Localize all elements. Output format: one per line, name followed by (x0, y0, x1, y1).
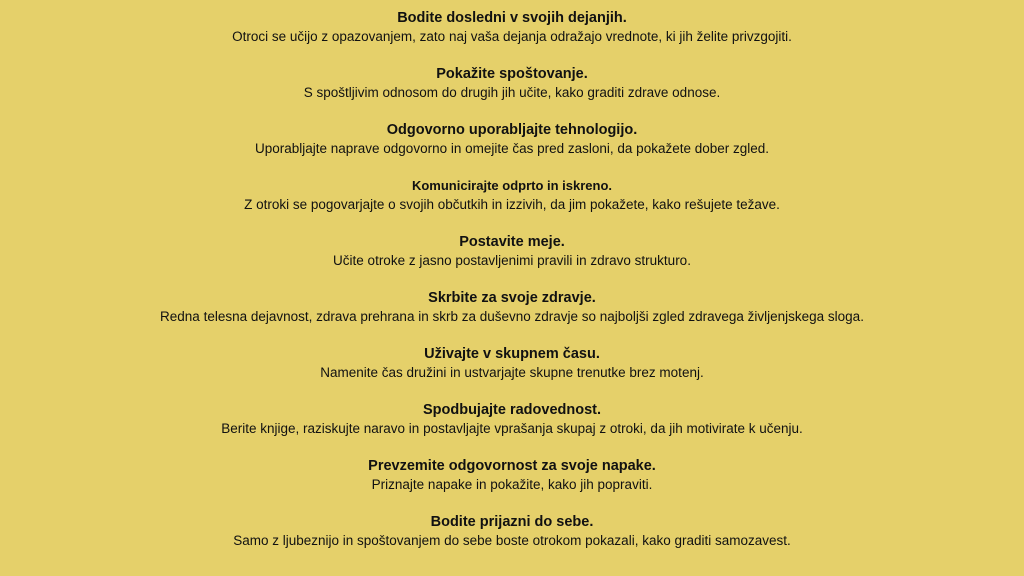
tip-title: Bodite prijazni do sebe. (430, 514, 594, 530)
tip-title: Skrbite za svoje zdravje. (428, 290, 596, 306)
tip-title: Komunicirajte odprto in iskreno. (411, 178, 613, 193)
tip-title: Pokažite spoštovanje. (436, 66, 588, 82)
tip-text: Berite knjige, raziskujte naravo in postavljajte vprašanja skupaj z otroki, da jih motivirate k učenju. (221, 421, 803, 436)
tip-item-self-kindness (0, 513, 1024, 550)
tip-item-respect (0, 65, 1024, 102)
tip-text: Otroci se učijo z opazovanjem, zato naj vaša dejanja odražajo vrednote, ki jih želite privzgojiti. (232, 29, 792, 44)
tip-text: Učite otroke z jasno postavljenimi pravili in zdravo strukturo. (333, 253, 691, 268)
tip-text: Redna telesna dejavnost, zdrava prehrana in skrb za duševno zdravje so najboljši zgled zdravega življenjskega sloga. (160, 309, 864, 324)
tip-title: Uživajte v skupnem času. (424, 346, 600, 362)
tip-title: Spodbujajte radovednost. (422, 402, 602, 418)
tip-text: Namenite čas družini in ustvarjajte skupne trenutke brez motenj. (320, 365, 704, 380)
tip-title: Odgovorno uporabljajte tehnologijo. (386, 122, 638, 138)
tip-item-family-time (0, 345, 1024, 382)
tip-item-curiosity (0, 401, 1024, 438)
tip-item-technology (0, 121, 1024, 158)
tip-text: Samo z ljubeznijo in spoštovanjem do sebe boste otrokom pokazali, kako graditi samozavest. (233, 533, 791, 548)
tip-item-consistency (0, 9, 1024, 46)
tip-title: Prevzemite odgovornost za svoje napake. (368, 458, 656, 474)
tip-text: Priznajte napake in pokažite, kako jih popraviti. (371, 477, 653, 492)
tip-item-health (0, 289, 1024, 326)
tip-title: Postavite meje. (459, 234, 565, 250)
tip-text: S spoštljivim odnosom do drugih jih učite, kako graditi zdrave odnose. (303, 85, 721, 100)
tip-text: Uporabljajte naprave odgovorno in omejite čas pred zasloni, da pokažete dober zgled. (254, 141, 770, 156)
tip-item-boundaries (0, 233, 1024, 270)
tip-title: Bodite dosledni v svojih dejanjih. (397, 10, 627, 26)
tip-text: Z otroki se pogovarjajte o svojih občutkih in izzivih, da jim pokažete, kako rešujete težave. (244, 197, 780, 212)
tip-item-mistakes (0, 457, 1024, 494)
tip-item-communication (0, 177, 1024, 214)
